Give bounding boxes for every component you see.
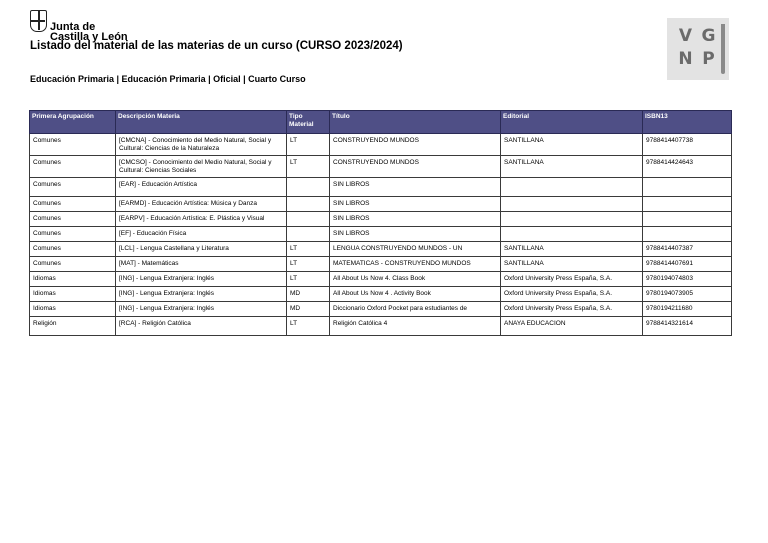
cell-descripcion: [CMCSO] - Conocimiento del Medio Natural, Social y Cultural: Ciencias Sociales (116, 156, 287, 178)
cell-tipo: MD (287, 287, 330, 302)
cell-agrupacion: Comunes (30, 156, 116, 178)
cell-descripcion: [RCA] - Religión Católica (116, 317, 287, 336)
cell-isbn (643, 197, 732, 212)
table-row (30, 212, 732, 227)
cell-tipo (287, 178, 330, 197)
cell-tipo: LT (287, 156, 330, 178)
cell-agrupacion: Idiomas (30, 302, 116, 317)
cell-isbn: 9788414407738 (643, 134, 732, 156)
badge-letter: V (678, 25, 693, 46)
coat-of-arms-icon (30, 10, 47, 32)
cell-editorial: SANTILLANA (501, 257, 643, 272)
header-editorial: Editorial (501, 111, 643, 134)
table-row (30, 227, 732, 242)
table-row (30, 317, 732, 336)
cell-isbn (643, 212, 732, 227)
logo-line-1: Junta de (50, 21, 96, 33)
cell-editorial (501, 197, 643, 212)
cell-agrupacion: Comunes (30, 178, 116, 197)
cell-descripcion: [MAT] - Matemáticas (116, 257, 287, 272)
header-descripcion-materia: Descripción Materia (116, 111, 287, 134)
cell-tipo: LT (287, 257, 330, 272)
cell-tipo: LT (287, 134, 330, 156)
cell-isbn: 9788414407387 (643, 242, 732, 257)
cell-isbn: 9780194074803 (643, 272, 732, 287)
logo-line-2: Castilla y León (50, 31, 128, 43)
cell-editorial: Oxford University Press España, S.A. (501, 272, 643, 287)
cell-titulo: SIN LIBROS (330, 212, 501, 227)
materials-table (29, 110, 732, 336)
cell-tipo: LT (287, 242, 330, 257)
cell-titulo: SIN LIBROS (330, 178, 501, 197)
cell-editorial: SANTILLANA (501, 156, 643, 178)
cell-descripcion: [CMCNA] - Conocimiento del Medio Natural, Social y Cultural: Ciencias de la Naturaleza (116, 134, 287, 156)
cell-descripcion: [ING] - Lengua Extranjera: Inglés (116, 287, 287, 302)
cell-tipo: LT (287, 317, 330, 336)
badge-letter: G (701, 25, 716, 46)
cell-descripcion: [ING] - Lengua Extranjera: Inglés (116, 302, 287, 317)
table-row (30, 272, 732, 287)
cell-titulo: CONSTRUYENDO MUNDOS (330, 156, 501, 178)
cell-editorial (501, 178, 643, 197)
page-title: Listado del material de las materias de un curso (CURSO 2023/2024) (30, 40, 403, 52)
badge-letter: P (702, 48, 715, 69)
cell-editorial: Oxford University Press España, S.A. (501, 287, 643, 302)
table-row (30, 197, 732, 212)
header-isbn13: ISBN13 (643, 111, 732, 134)
table-row (30, 134, 732, 156)
cell-agrupacion: Religión (30, 317, 116, 336)
cell-isbn (643, 178, 732, 197)
table-row (30, 156, 732, 178)
cell-tipo (287, 227, 330, 242)
badge-letter: N (678, 48, 693, 69)
cell-editorial: SANTILLANA (501, 134, 643, 156)
cell-titulo: CONSTRUYENDO MUNDOS (330, 134, 501, 156)
cell-titulo: Diccionario Oxford Pocket para estudiantes de (330, 302, 501, 317)
cell-titulo: LENGUA CONSTRUYENDO MUNDOS - UN (330, 242, 501, 257)
logo-text (50, 22, 128, 42)
cell-descripcion: [EARPV] - Educación Artística: E. Plástica y Visual (116, 212, 287, 227)
cell-descripcion: [EARMD] - Educación Artística: Música y Danza (116, 197, 287, 212)
cell-tipo (287, 197, 330, 212)
cell-agrupacion: Comunes (30, 212, 116, 227)
cell-titulo: SIN LIBROS (330, 227, 501, 242)
table-row (30, 178, 732, 197)
cell-tipo (287, 212, 330, 227)
cell-agrupacion: Comunes (30, 134, 116, 156)
cell-agrupacion: Comunes (30, 242, 116, 257)
header-tipo-material: Tipo Material (287, 111, 330, 134)
cell-titulo: SIN LIBROS (330, 197, 501, 212)
cell-editorial (501, 212, 643, 227)
table-header-row (30, 111, 732, 134)
cell-agrupacion: Idiomas (30, 287, 116, 302)
header-titulo: Título (330, 111, 501, 134)
badge-letters (674, 24, 720, 70)
cell-isbn: 9788414321614 (643, 317, 732, 336)
cell-agrupacion: Comunes (30, 197, 116, 212)
cell-agrupacion: Comunes (30, 257, 116, 272)
cell-descripcion: [EAR] - Educación Artística (116, 178, 287, 197)
cell-titulo: All About Us Now 4 . Activity Book (330, 287, 501, 302)
cell-titulo: Religión Católica 4 (330, 317, 501, 336)
course-subtitle: Educación Primaria | Educación Primaria | Oficial | Cuarto Curso (30, 74, 306, 84)
cell-editorial: SANTILLANA (501, 242, 643, 257)
table-row (30, 302, 732, 317)
cell-descripcion: [EF] - Educación Física (116, 227, 287, 242)
cell-agrupacion: Comunes (30, 227, 116, 242)
vgnp-badge (667, 18, 729, 80)
table-row (30, 242, 732, 257)
cell-isbn: 9788414407691 (643, 257, 732, 272)
cell-editorial (501, 227, 643, 242)
cell-tipo: MD (287, 302, 330, 317)
cell-isbn (643, 227, 732, 242)
cell-editorial: Oxford University Press España, S.A. (501, 302, 643, 317)
table-row (30, 287, 732, 302)
pencil-icon (721, 24, 725, 74)
cell-descripcion: [LCL] - Lengua Castellana y Literatura (116, 242, 287, 257)
cell-isbn: 9780194073905 (643, 287, 732, 302)
header-primera-agrupacion: Primera Agrupación (30, 111, 116, 134)
cell-titulo: MATEMATICAS - CONSTRUYENDO MUNDOS (330, 257, 501, 272)
table-row (30, 257, 732, 272)
cell-tipo: LT (287, 272, 330, 287)
cell-titulo: All About Us Now 4. Class Book (330, 272, 501, 287)
cell-descripcion: [ING] - Lengua Extranjera: Inglés (116, 272, 287, 287)
cell-isbn: 9788414424643 (643, 156, 732, 178)
cell-isbn: 9780194211680 (643, 302, 732, 317)
cell-agrupacion: Idiomas (30, 272, 116, 287)
cell-editorial: ANAYA EDUCACION (501, 317, 643, 336)
